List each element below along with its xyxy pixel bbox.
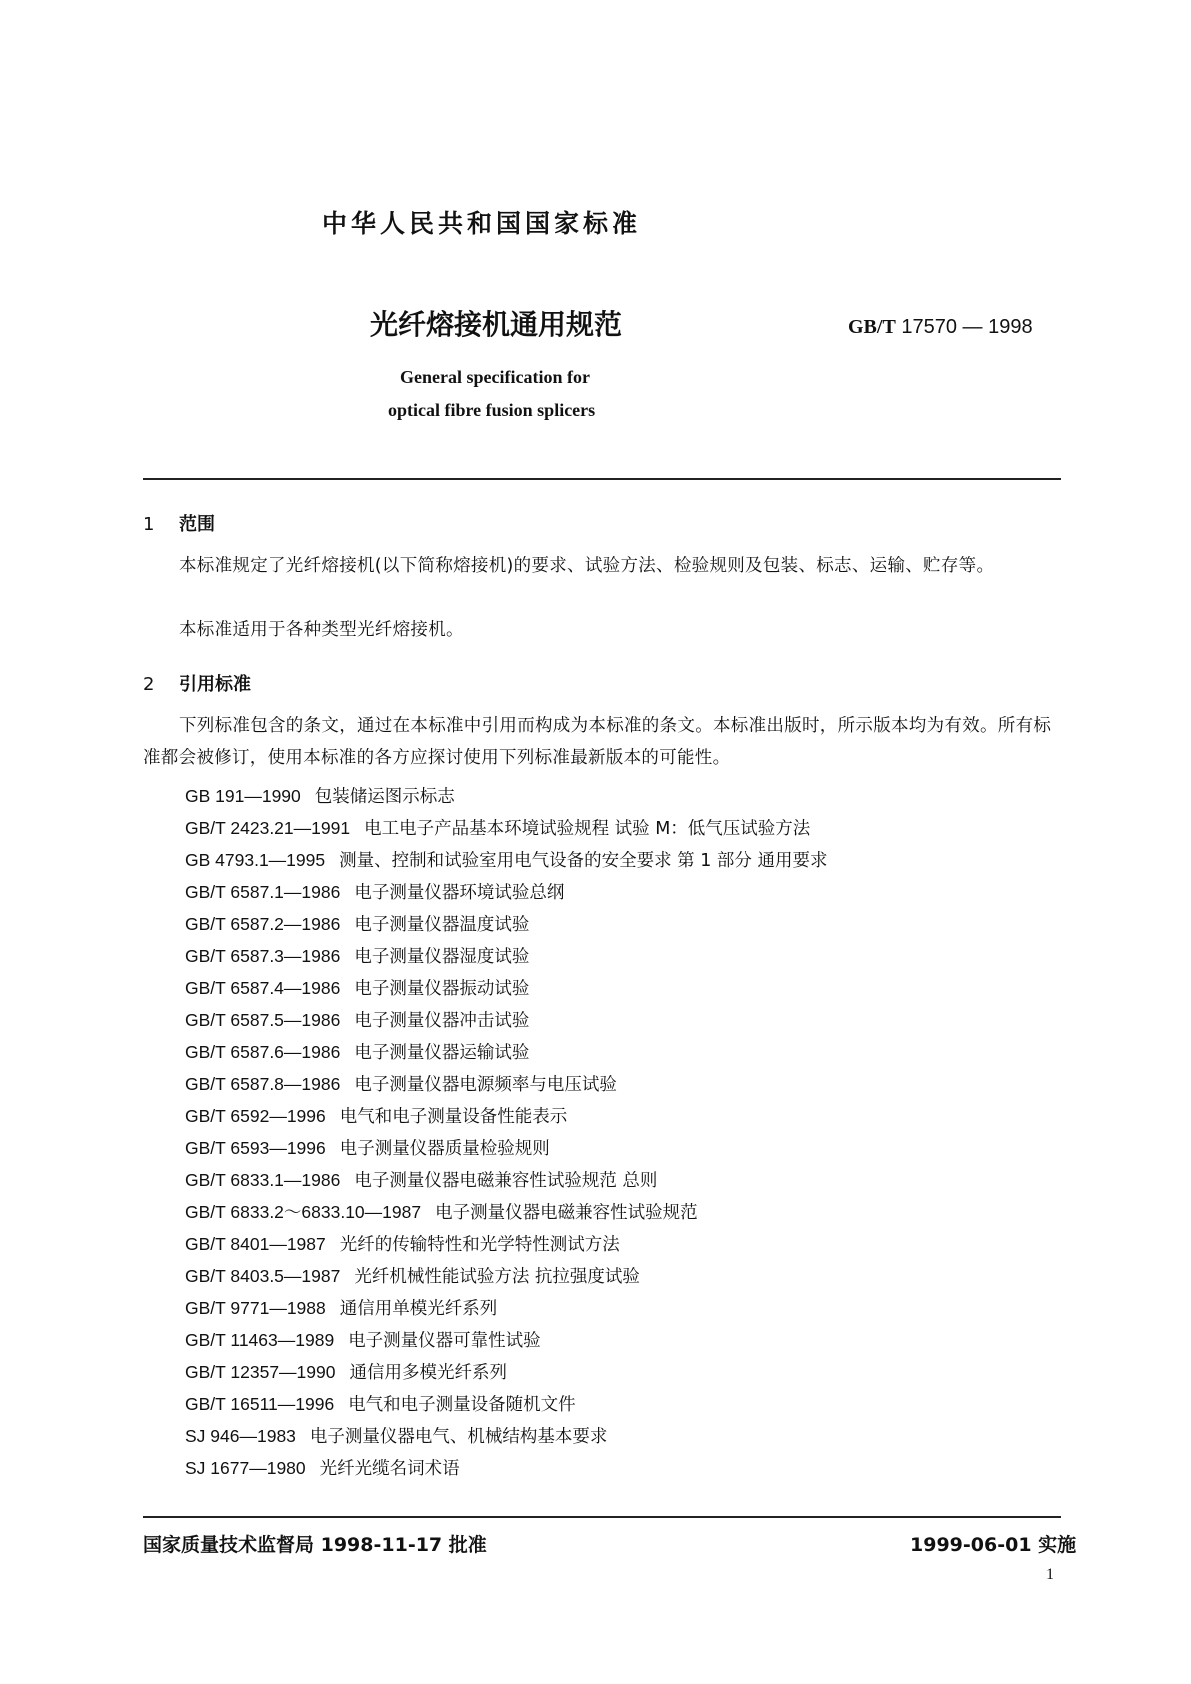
reference-code: GB/T 6833.2～6833.10—1987 (185, 1202, 422, 1222)
reference-name: 包装储运图示标志 (314, 787, 455, 807)
reference-item (185, 1324, 828, 1356)
reference-name: 电子测量仪器质量检验规则 (339, 1139, 550, 1159)
reference-code: SJ 1677—1980 (185, 1458, 306, 1478)
approval-info: 国家质量技术监督局 1998-11-17 批准 (143, 1534, 487, 1556)
reference-name: 电子测量仪器电磁兼容性试验规范 总则 (354, 1171, 658, 1191)
reference-name: 电子测量仪器振动试验 (354, 979, 530, 999)
reference-code: GB/T 6833.1—1986 (185, 1170, 341, 1190)
reference-name: 电气和电子测量设备随机文件 (348, 1395, 576, 1415)
section-2-intro: 下列标准包含的条文，通过在本标准中引用而构成为本标准的条文。本标准出版时，所示版本均为有效。所有标准都会被修订，使用本标准的各方应探讨使用下列标准最新版本的可能性。 (143, 716, 1052, 768)
reference-item (185, 780, 828, 812)
bottom-divider (143, 1516, 1061, 1518)
reference-item (185, 1164, 828, 1196)
reference-item (185, 908, 828, 940)
standard-code (848, 316, 1033, 339)
reference-name: 光纤光缆名词术语 (319, 1459, 460, 1479)
reference-standards-list (185, 780, 828, 1484)
top-divider (143, 478, 1061, 480)
reference-name: 光纤的传输特性和光学特性测试方法 (339, 1235, 620, 1255)
reference-code: GB/T 16511—1996 (185, 1394, 335, 1414)
reference-code: GB/T 6593—1996 (185, 1138, 326, 1158)
reference-item (185, 844, 828, 876)
reference-name: 电气和电子测量设备性能表示 (339, 1107, 568, 1127)
reference-item (185, 876, 828, 908)
reference-item (185, 1260, 828, 1292)
reference-name: 电工电子产品基本环境试验规程 试验 M：低气压试验方法 (364, 819, 811, 839)
document-title-cn: 光纤熔接机通用规范 (370, 308, 623, 341)
reference-name: 测量、控制和试验室用电气设备的安全要求 第 1 部分 通用要求 (339, 851, 828, 871)
reference-code: GB/T 6587.1—1986 (185, 882, 341, 902)
reference-item (185, 1388, 828, 1420)
reference-name: 光纤机械性能试验方法 抗拉强度试验 (354, 1267, 640, 1287)
document-title-en-line1: General specification for (400, 367, 590, 387)
reference-name: 电子测量仪器电气、机械结构基本要求 (309, 1427, 608, 1447)
reference-item (185, 1196, 828, 1228)
reference-code: GB/T 8403.5—1987 (185, 1266, 341, 1286)
section-1-paragraph-1: 本标准规定了光纤熔接机(以下简称熔接机)的要求、试验方法、检验规则及包装、标志、运输、贮存等。 (179, 556, 995, 576)
reference-item (185, 1036, 828, 1068)
reference-item (185, 1132, 828, 1164)
section-title: 范围 (179, 514, 215, 535)
standard-number: 17570 — 1998 (901, 316, 1033, 338)
reference-code: GB/T 2423.21—1991 (185, 818, 351, 838)
national-standard-label: 中华人民共和国国家标准 (322, 209, 642, 238)
reference-code: GB/T 11463—1989 (185, 1330, 335, 1350)
reference-item (185, 1228, 828, 1260)
reference-name: 电子测量仪器运输试验 (354, 1043, 530, 1063)
document-title-en-line2: optical fibre fusion splicers (388, 400, 596, 420)
reference-code: GB/T 6587.6—1986 (185, 1042, 341, 1062)
section-number: 1 (143, 514, 155, 535)
implementation-date: 1999-06-01 实施 (910, 1534, 1077, 1556)
page-number: 1 (1046, 1566, 1054, 1583)
reference-item (185, 1452, 828, 1484)
reference-item (185, 1100, 828, 1132)
reference-code: GB/T 6587.2—1986 (185, 914, 341, 934)
reference-item (185, 1420, 828, 1452)
reference-code: GB/T 6592—1996 (185, 1106, 326, 1126)
reference-item (185, 1068, 828, 1100)
reference-name: 电子测量仪器电磁兼容性试验规范 (435, 1203, 698, 1223)
section-1-heading (143, 510, 215, 536)
reference-item (185, 1004, 828, 1036)
reference-item (185, 940, 828, 972)
reference-code: GB 191—1990 (185, 786, 301, 806)
reference-name: 电子测量仪器温度试验 (354, 915, 530, 935)
reference-name: 电子测量仪器电源频率与电压试验 (354, 1075, 617, 1095)
reference-code: GB/T 9771—1988 (185, 1298, 326, 1318)
reference-item (185, 972, 828, 1004)
reference-code: GB/T 6587.3—1986 (185, 946, 341, 966)
reference-item (185, 812, 828, 844)
reference-code: GB/T 6587.8—1986 (185, 1074, 341, 1094)
reference-item (185, 1356, 828, 1388)
section-title: 引用标准 (179, 674, 251, 695)
reference-name: 电子测量仪器冲击试验 (354, 1011, 530, 1031)
section-number: 2 (143, 674, 155, 695)
reference-name: 电子测量仪器环境试验总纲 (354, 883, 565, 903)
reference-code: GB 4793.1—1995 (185, 850, 326, 870)
reference-code: GB/T 6587.4—1986 (185, 978, 341, 998)
reference-code: GB/T 12357—1990 (185, 1362, 336, 1382)
section-1-paragraph-2: 本标准适用于各种类型光纤熔接机。 (179, 620, 464, 640)
reference-code: SJ 946—1983 (185, 1426, 296, 1446)
reference-name: 通信用多模光纤系列 (349, 1363, 507, 1383)
standard-prefix: GB/T (848, 316, 896, 338)
reference-code: GB/T 6587.5—1986 (185, 1010, 341, 1030)
section-2-heading (143, 670, 251, 696)
reference-code: GB/T 8401—1987 (185, 1234, 326, 1254)
reference-name: 电子测量仪器可靠性试验 (348, 1331, 541, 1351)
reference-item (185, 1292, 828, 1324)
reference-name: 通信用单模光纤系列 (339, 1299, 498, 1319)
reference-name: 电子测量仪器湿度试验 (354, 947, 530, 967)
